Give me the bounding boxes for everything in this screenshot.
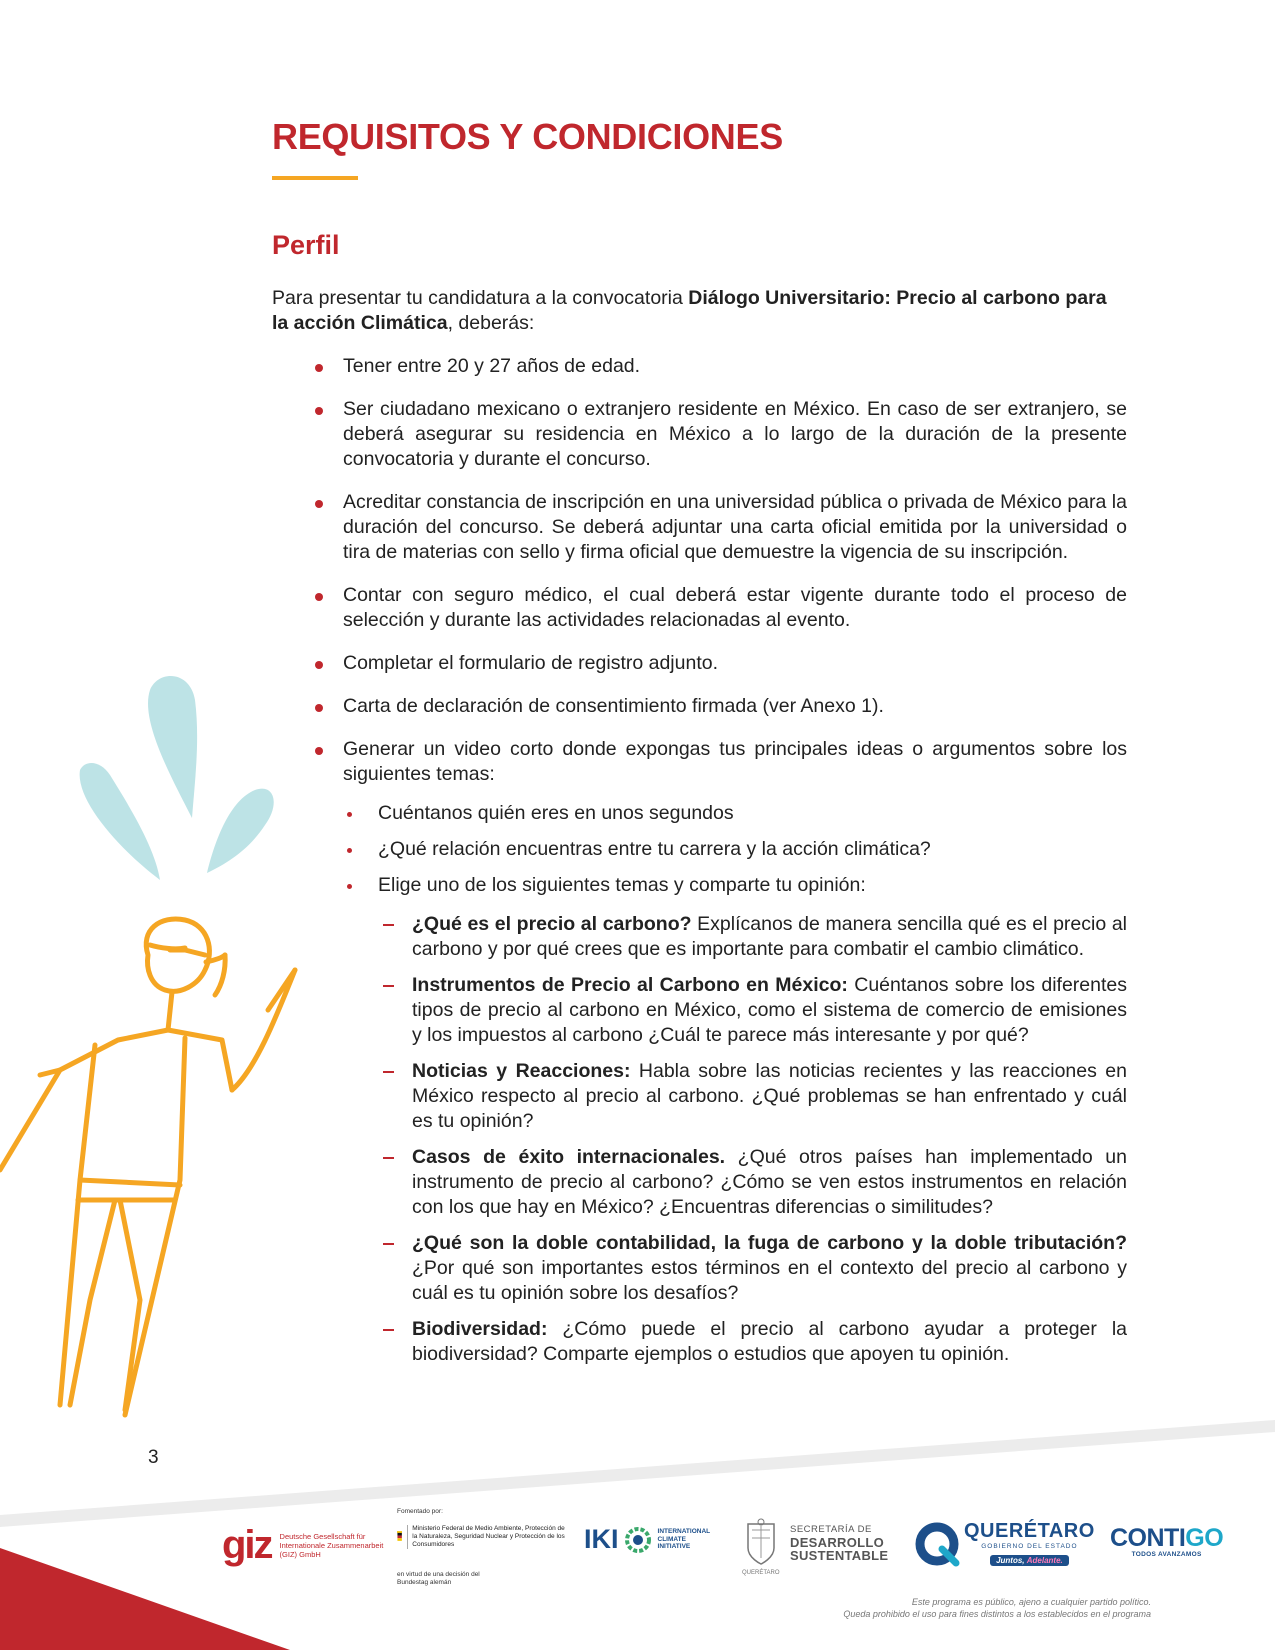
contigo-sub: TODOS AVANZAMOS (1131, 1551, 1202, 1558)
intro-tail: , deberás: (447, 312, 535, 334)
requirement-video-text: Generar un video corto donde expongas tus principales ideas o argumentos sobre los siguientes temas: (343, 738, 1127, 785)
topic-text: Cuéntanos sobre los diferentes tipos de precio al carbono en México, como el sistema de comercio de emisiones y los impuestos al carbono ¿Cuál te parece más interesante y por qué? (412, 974, 1128, 1046)
topic-heading: ¿Qué es el precio al carbono? (412, 913, 692, 935)
page-number: 3 (148, 1447, 159, 1468)
bmuv-ministry-name: Ministerio Federal de Medio Ambiente, Protección de la Naturaleza, Seguridad Nuclear y Protección de los Consumidores (407, 1525, 567, 1549)
disclaimer-line-1: Este programa es público, ajeno a cualquier partido político. (911, 1597, 1151, 1607)
contigo-wordmark (1110, 1524, 1223, 1553)
topic-item (412, 1145, 1127, 1220)
queretaro-logo (914, 1520, 1095, 1568)
contigo-mark-a: CONTI (1110, 1524, 1186, 1552)
sds-line-3: SUSTENTABLE (790, 1547, 889, 1563)
queretaro-sub: GOBIERNO DEL ESTADO (981, 1543, 1078, 1550)
topic-text: Habla sobre las noticias recientes y las reacciones en México respecto al precio al carbono. ¿Qué problemas se han enfrentado y cuál es tu opinión? (412, 1060, 1127, 1132)
bmuv-sponsor-label: Fomentado por: (397, 1508, 443, 1515)
topic-text: ¿Qué otros países han implementado un instrumento de precio al carbono? ¿Cómo se ven estos instrumentos en relación con los que hay en México? ¿Encuentras diferencias o similitudes? (412, 1146, 1127, 1218)
section-heading: Perfil (272, 230, 340, 260)
topic-text: ¿Cómo puede el precio al carbono ayudar a proteger la biodiversidad? Comparte ejemplos o estudios que apoyen tu opinión. (412, 1318, 1127, 1365)
bmuv-note: en virtud de una decisión del Bundestag alemán (397, 1571, 480, 1586)
video-point: ¿Qué relación encuentras entre tu carrera y la acción climática? (378, 837, 1127, 862)
queretaro-name: QUERÉTARO (964, 1520, 1095, 1542)
giz-wordmark: giz (222, 1523, 272, 1567)
topic-heading: Casos de éxito internacionales. (412, 1146, 726, 1168)
iki-wordmark: IKI (584, 1524, 619, 1554)
tagline-a: Juntos, (996, 1556, 1027, 1565)
requirements-list (272, 354, 1127, 1367)
queretaro-q-icon (914, 1521, 960, 1567)
topic-text: ¿Por qué son importantes estos términos en el contexto del precio al carbono y cuál es tu opinión sobre los desafíos? (412, 1257, 1127, 1304)
topic-heading: ¿Qué son la doble contabilidad, la fuga de carbono y la doble tributación? (412, 1232, 1127, 1254)
requirement-item: Contar con seguro médico, el cual deberá estar vigente durante todo el proceso de selección y durante las actividades relacionadas al evento. (343, 584, 1127, 631)
page-title: REQUISITOS Y CONDICIONES (272, 116, 783, 157)
disclaimer-line-2: Queda prohibido el uso para fines distintos a los establecidos en el programa (843, 1609, 1151, 1619)
video-point: Cuéntanos quién eres en unos segundos (378, 801, 1127, 826)
iki-ring-icon (624, 1526, 652, 1554)
queretaro-tagline (990, 1555, 1069, 1566)
topic-item (412, 1317, 1127, 1367)
main-content (272, 286, 1127, 1385)
giz-logo (222, 1523, 390, 1568)
iki-logo (584, 1524, 718, 1555)
title-underline (272, 176, 358, 180)
video-points-list (343, 801, 1127, 1367)
topic-text: Explícanos de manera sencilla qué es el precio al carbono y por qué crees que es importante para combatir el cambio climático. (412, 913, 1127, 960)
topics-list (378, 912, 1127, 1367)
tagline-b: Adelante. (1026, 1556, 1063, 1565)
intro-lead: Para presentar tu candidatura a la convocatoria (272, 287, 689, 309)
video-point-topics (378, 873, 1127, 1367)
giz-name: Deutsche Gesellschaft für Internationale Zusammenarbeit (GIZ) GmbH (279, 1532, 384, 1559)
topic-item (412, 1059, 1127, 1134)
topic-heading: Biodiversidad: (412, 1318, 548, 1340)
sds-line-1: SECRETARÍA DE (790, 1523, 872, 1535)
topic-item (412, 1231, 1127, 1306)
requirement-item: Ser ciudadano mexicano o extranjero residente en México. En caso de ser extranjero, se deberá asegurar su residencia en México a lo largo de la duración de la presente convocatoria y durante el concurso. (343, 398, 1127, 470)
queretaro-crest-icon (742, 1518, 780, 1566)
requirement-item: Acreditar constancia de inscripción en una universidad pública o privada de México para la duración del concurso. Se deberá adjuntar una carta oficial emitida por la universidad o tira de materias con sello y firma oficial que demuestre la vigencia de su inscripción. (343, 491, 1127, 563)
sds-logo (742, 1518, 888, 1566)
legal-disclaimer (843, 1596, 1151, 1620)
bmuv-logo (397, 1508, 567, 1587)
contigo-mark-b: GO (1185, 1524, 1224, 1552)
iki-name: INTERNATIONAL CLIMATE INITIATIVE (657, 1528, 710, 1551)
intro-paragraph (272, 286, 1127, 336)
requirement-item: Completar el formulario de registro adjunto. (343, 651, 1127, 676)
topic-heading: Noticias y Reacciones: (412, 1060, 631, 1082)
topic-heading: Instrumentos de Precio al Carbono en México: (412, 974, 848, 996)
program-name: Diálogo Universitario: Precio al carbono para la acción Climática (272, 287, 1107, 334)
video-point-text: Elige uno de los siguientes temas y comparte tu opinión: (378, 874, 866, 896)
requirement-item: Carta de declaración de consentimiento firmada (ver Anexo 1). (343, 694, 1127, 719)
sds-caption: QUERÉTARO (742, 1570, 780, 1576)
contigo-logo (1110, 1524, 1223, 1558)
requirement-item: Tener entre 20 y 27 años de edad. (343, 354, 1127, 379)
german-flag-icon (397, 1525, 402, 1547)
topic-item (412, 973, 1127, 1048)
requirement-item-video (343, 737, 1127, 1367)
topic-item (412, 912, 1127, 962)
sds-line-2: DESARROLLO (790, 1534, 884, 1550)
